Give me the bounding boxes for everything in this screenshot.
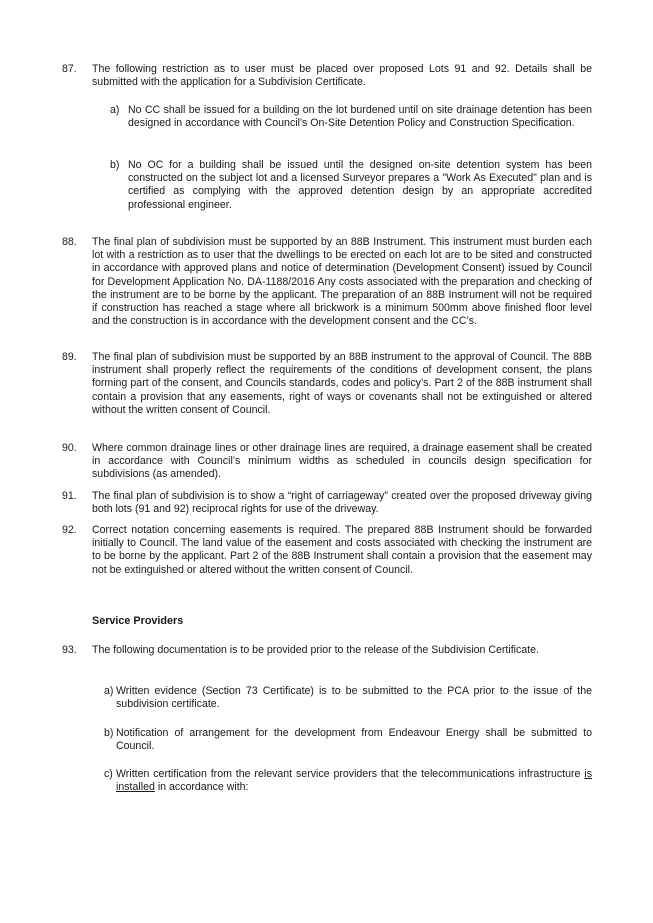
sub-text (116, 768, 592, 794)
condition-text: The final plan of subdivision must be supported by an 88B instrument to the approval of Council. The 88B instrument shall properly reflect the requirements of the conditions of development consent, the plans forming part of the consent, and Councils standards, codes and policy’s. Part 2 of the 88B instrument shall contain a provision that any easements, right of ways or covenants shall not be extinguished or altered without the written consent of Council. (92, 351, 592, 416)
sub-text: Written evidence (Section 73 Certificate) is to be submitted to the PCA prior to the issue of the subdivision certificate. (116, 685, 592, 711)
condition-91 (62, 490, 592, 516)
sub-text-underlined: is installed (116, 768, 592, 794)
condition-text: Correct notation concerning easements is required. The prepared 88B Instrument should be forwarded initially to Council. The land value of the easement and costs associated with checking the instrument are to be borne by the applicant. Part 2 of the 88B Instrument shall contain a provision that the easement may not be extinguished or altered without the written consent of Council. (92, 524, 592, 576)
sub-text-after: in accordance with: (154, 781, 249, 794)
condition-92 (62, 524, 592, 577)
sub-label: a) (110, 104, 120, 116)
condition-number: 93. (62, 644, 77, 656)
condition-number: 87. (62, 63, 77, 75)
section-heading-service-providers: Service Providers (92, 615, 184, 627)
condition-93-sub-a (104, 685, 592, 711)
condition-text: The following documentation is to be provided prior to the release of the Subdivision Certificate. (92, 644, 539, 656)
condition-text: The final plan of subdivision is to show a “right of carriageway” created over the proposed driveway giving both lots (91 and 92) reciprocal rights for use of the driveway. (92, 490, 592, 516)
sub-text: No CC shall be issued for a building on the lot burdened until on site drainage detention has been designed in accordance with Council's On-Site Detention Policy and Construction Specification. (128, 104, 592, 130)
condition-text: The following restriction as to user must be placed over proposed Lots 91 and 92. Details shall be submitted with the application for a Subdivision Certificate. (92, 63, 592, 89)
condition-87-sub-a (110, 104, 592, 130)
sub-label: b) (110, 159, 120, 171)
sub-text: Notification of arrangement for the development from Endeavour Energy shall be submitted to Council. (116, 727, 592, 753)
condition-text: Where common drainage lines or other drainage lines are required, a drainage easement shall be created in accordance with Council’s minimum widths as scheduled in councils design specification for subdivisions (as amended). (92, 442, 592, 481)
condition-90 (62, 442, 592, 482)
condition-87-sub-b (110, 159, 592, 212)
condition-93-sub-b (104, 727, 592, 753)
condition-number: 90. (62, 442, 77, 454)
sub-label: c) (104, 768, 113, 780)
condition-number: 92. (62, 524, 77, 536)
condition-87 (62, 63, 592, 89)
condition-89 (62, 351, 592, 417)
condition-number: 91. (62, 490, 77, 502)
sub-label: a) (104, 685, 114, 697)
condition-93-sub-c (104, 768, 592, 794)
condition-88 (62, 236, 592, 328)
sub-text-before: Written certification from the relevant service providers that the telecommunications infrastructure (116, 768, 585, 780)
sub-label: b) (104, 727, 114, 739)
condition-93 (62, 644, 592, 657)
condition-number: 88. (62, 236, 77, 248)
condition-number: 89. (62, 351, 77, 363)
condition-text: The final plan of subdivision must be supported by an 88B Instrument. This instrument must burden each lot with a restriction as to user that the dwellings to be erected on each lot are to be sited and constructed in accordance with approved plans and notice of determination (Development Consent) issued by Council for Development Application No. DA-1188/2016 Any costs associated with the preparation and checking of the instrument are to be borne by the applicant. The preparation of an 88B Instrument will not be required if construction has reached a stage where all brickwork is a minimum 500mm above finished floor level and the construction is in accordance with the development consent and the CC’s. (92, 236, 592, 328)
sub-text: No OC for a building shall be issued until the designed on-site detention system has been constructed on the subject lot and a licensed Surveyor prepares a "Work As Executed" plan and is certified as complying with the approved detention design by an appropriate accredited professional engineer. (128, 159, 592, 211)
